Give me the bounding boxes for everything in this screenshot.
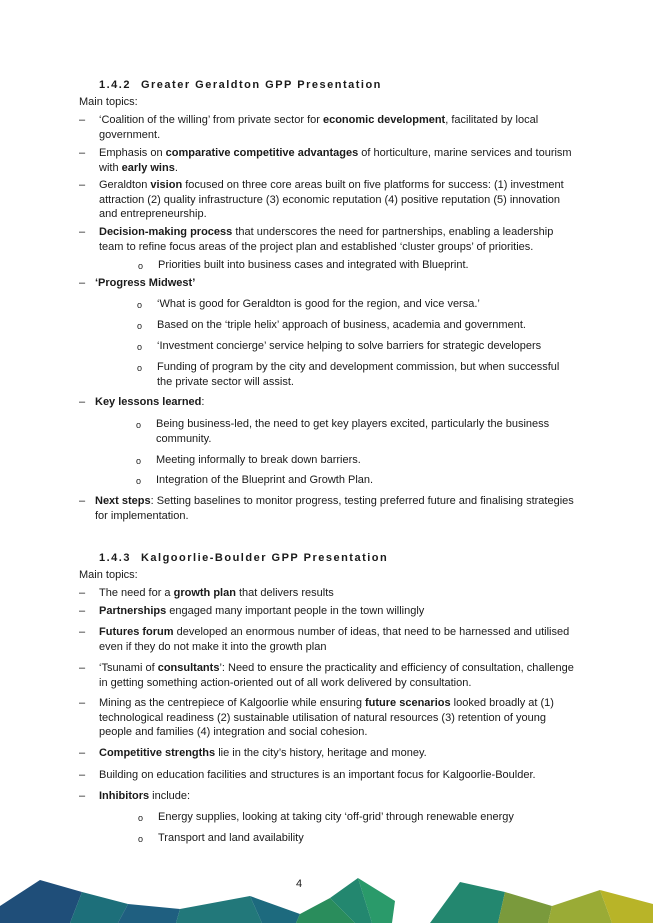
circle-bullet: o — [137, 321, 143, 331]
dash-bullet: – — [79, 697, 86, 709]
section-title: Greater Geraldton GPP Presentation — [140, 79, 382, 91]
dash-bullet: – — [79, 769, 86, 781]
circle-bullet: o — [137, 342, 143, 352]
dash-bullet: – — [79, 605, 86, 617]
circle-bullet: o — [138, 261, 144, 271]
dash-bullet: – — [79, 790, 86, 802]
circle-bullet: o — [136, 476, 142, 486]
section-title: Kalgoorlie-Boulder GPP Presentation — [140, 552, 389, 564]
footer-shape — [498, 892, 552, 923]
dash-bullet: – — [79, 277, 86, 289]
dash-bullet: – — [79, 587, 86, 599]
footer-shape — [176, 896, 262, 923]
footer-shape — [118, 904, 180, 923]
circle-bullet: o — [138, 813, 144, 823]
section-number: 1.4.2 — [99, 79, 131, 91]
dash-bullet: – — [79, 114, 86, 126]
dash-bullet: – — [79, 147, 86, 159]
footer-shape — [430, 882, 505, 923]
circle-bullet: o — [136, 420, 142, 430]
dash-bullet: – — [79, 626, 86, 638]
page-number: 4 — [295, 878, 303, 890]
circle-bullet: o — [137, 300, 143, 310]
main-topics-label: Main topics: — [79, 96, 138, 108]
section-heading-kalgoorlie — [99, 552, 388, 564]
circle-bullet: o — [136, 456, 142, 466]
dash-bullet: – — [79, 495, 86, 507]
dash-bullet: – — [79, 226, 86, 238]
section-number: 1.4.3 — [99, 552, 131, 564]
main-topics-label: Main topics: — [79, 569, 138, 581]
circle-bullet: o — [137, 363, 143, 373]
document-page: 1.4.2 Greater Geraldton GPP Presentation Main topics: – ‘Coalition of the willing’ from private sector for economic development, facilitated by local government. – Emphasis on comparative competitive advantages of horticulture, marine services and tourism with early wins. – Geraldton vision focused on three core areas built on five platforms for success: (1) investment attraction (2) quality infrastructure (3) economic reputation (4) positive reputation (5) innovation and entrepreneurship. – Decision-making process that underscores the need for partnerships, enabling a leadership team to refine focus areas of the project plan and established ‘cluster groups’ of priorities. o Priorities built into business cases and integrated with Blueprint. – ‘Progress Midwest’ o ‘What is good for Geraldton is good for the region, and vice versa.’ o Based on the ‘triple helix’ approach of business, academia and government. o ‘Investment concierge’ service helping to solve barriers for strategic developers o Funding of program by the city and development commission, but when successful the private sector will assist. – Key lessons learned: o Being business-led, the need to get key players excited, particularly the business community. o Meeting informally to break down barriers. o Integration of the Blueprint and Growth Plan. – Next steps: Setting baselines to monitor progress, testing preferred future and finalising strategies for implementation. 1.4.3 Kalgoorlie-Boulder GPP Presentation Main topics: – The need for a growth plan that delivers results – Partnerships engaged many important people in the town willingly – Futures forum developed an enormous number of ideas, that need to be harnessed and utilised even if they do not make it into the growth plan – ‘Tsunami of consultants’: Need to ensure the practicality and efficiency of consultation, challenge in getting something action-oriented out of all work delivered by consultation. – Mining as the centrepiece of Kalgoorlie while ensuring future scenarios looked broadly at (1) technological readiness (2) sustainable utilisation of natural resources (3) retention of young people and families (4) integration and social cohesion. – Competitive strengths lie in the city’s history, heritage and money. – Building on education facilities and structures is an important focus for Kalgoorlie-Boulder. – Inhibitors include: o Energy supplies, looking at taking city ‘off-grid’ through renewable energy o Transport and land availability 4 — [0, 0, 653, 923]
dash-bullet: – — [79, 747, 86, 759]
section-heading-geraldton — [99, 79, 382, 91]
circle-bullet: o — [138, 834, 144, 844]
dash-bullet: – — [79, 396, 86, 408]
dash-bullet: – — [79, 662, 86, 674]
footer-shape — [0, 880, 82, 923]
footer-decoration-graphic — [0, 876, 653, 923]
dash-bullet: – — [79, 179, 86, 191]
